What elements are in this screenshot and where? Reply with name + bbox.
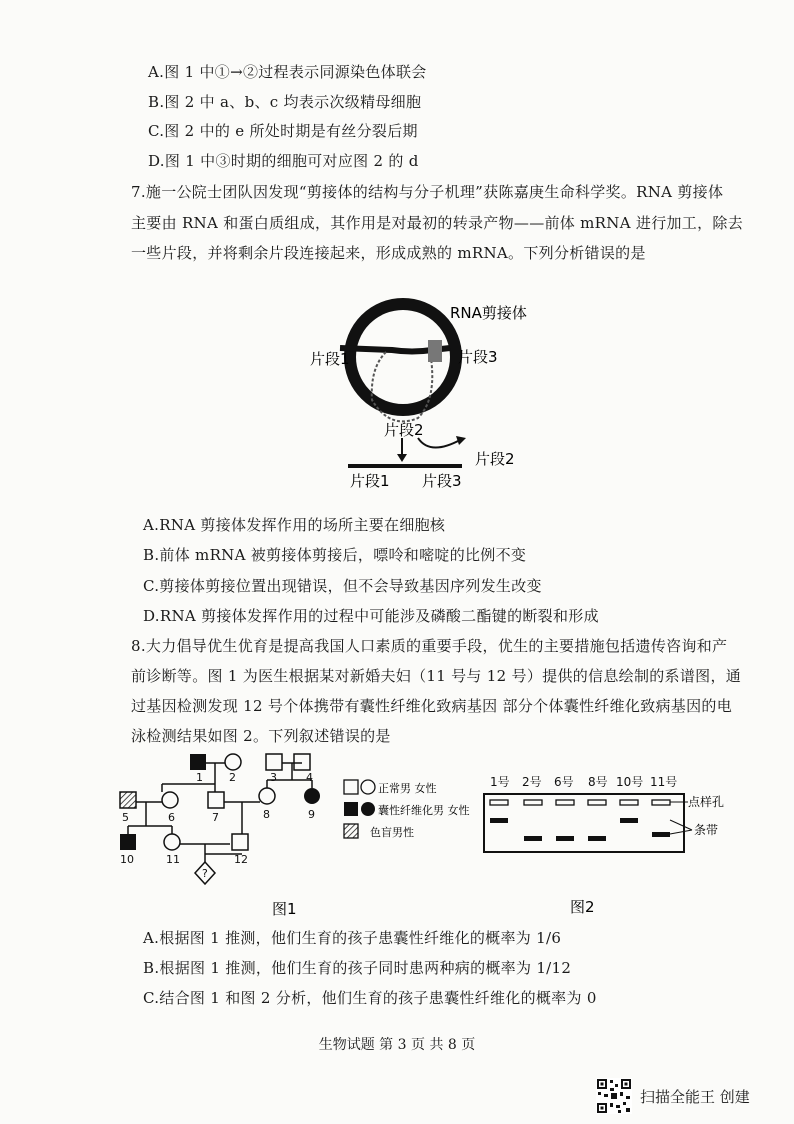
lane-label-10: 10号	[616, 775, 644, 789]
lane-label-6: 6号	[554, 775, 574, 789]
arrow-down-head	[397, 454, 407, 462]
legend-cf-female-icon	[361, 802, 375, 816]
well-lane-1	[490, 800, 508, 805]
q7-stem-line2: 主要由 RNA 和蛋白质组成，其作用是对最初的转录产物——前体 mRNA 进行加工，除去	[131, 214, 744, 232]
well-lane-10	[620, 800, 638, 805]
ind-3-male	[266, 754, 282, 770]
ind-8-female	[259, 788, 275, 804]
ind-6-female	[162, 792, 178, 808]
lane-label-2: 2号	[522, 775, 542, 789]
well-lane-8	[588, 800, 606, 805]
band-lane-6-lower	[556, 836, 574, 841]
legend-cf-label: 囊性纤维化男 女性	[378, 804, 470, 817]
ind-label-8: 8	[263, 808, 270, 821]
lane-label-1: 1号	[490, 775, 510, 789]
legend-colorblind-icon	[344, 824, 358, 838]
q8-option-a: A.根据图 1 推测，他们生育的孩子患囊性纤维化的概率为 1/6	[143, 929, 562, 947]
q7-option-b: B.前体 mRNA 被剪接体剪接后，嘌呤和嘧啶的比例不变	[143, 546, 527, 564]
ind-7-male	[208, 792, 224, 808]
curved-arrow-head	[456, 436, 466, 445]
label-band: 条带	[694, 823, 719, 837]
ind-label-4: 4	[306, 771, 313, 784]
ind-12-male	[232, 834, 248, 850]
ind-2-female	[225, 754, 241, 770]
pedigree-figure	[112, 750, 470, 920]
legend-normal-label: 正常男 女性	[378, 782, 437, 795]
figure1-caption: 图1	[272, 900, 297, 918]
gel-figure	[470, 770, 750, 920]
ind-1-affected-male	[190, 754, 206, 770]
band-lane-10-upper	[620, 818, 638, 823]
q6-option-a: A.图 1 中①→②过程表示同源染色体联会	[148, 63, 427, 81]
ind-label-2: 2	[229, 771, 236, 784]
q6-option-d: D.图 1 中③时期的细胞可对应图 2 的 d	[148, 152, 419, 170]
q8-stem-line4: 泳检测结果如图 2。下列叙述错误的是	[131, 727, 391, 745]
scanner-label: 扫描全能王 创建	[640, 1087, 750, 1106]
band-lane-2-lower	[524, 836, 542, 841]
lane-label-8: 8号	[588, 775, 608, 789]
label-seg1-bottom: 片段1	[350, 472, 390, 490]
figure2-caption: 图2	[570, 898, 595, 916]
ind-label-1: 1	[196, 771, 203, 784]
gel-frame	[484, 794, 684, 852]
q8-option-b: B.根据图 1 推测，他们生育的孩子同时患两种病的概率为 1/12	[143, 959, 572, 977]
label-spliceosome: RNA剪接体	[450, 304, 527, 322]
ind-label-11: 11	[166, 853, 180, 866]
ind-label-5: 5	[122, 811, 129, 824]
well-lane-11	[652, 800, 670, 805]
q7-option-c: C.剪接体剪接位置出现错误，但不会导致基因序列发生改变	[143, 577, 542, 595]
ind-label-6: 6	[168, 811, 175, 824]
label-seg2-right: 片段2	[475, 450, 515, 468]
q7-option-a: A.RNA 剪接体发挥作用的场所主要在细胞核	[143, 516, 446, 534]
ind-5-colorblind-male	[120, 792, 136, 808]
ind-label-unknown: ?	[202, 867, 208, 880]
q8-stem-line3: 过基因检测发现 12 号个体携带有囊性纤维化致病基因 部分个体囊性纤维化致病基因的电	[131, 697, 732, 715]
ind-label-10: 10	[120, 853, 134, 866]
label-seg3-bottom: 片段3	[422, 472, 462, 490]
ind-label-9: 9	[308, 808, 315, 821]
q7-stem-line1: 7.施一公院士团队因发现“剪接体的结构与分子机理”获陈嘉庚生命科学奖。RNA 剪接体	[131, 183, 724, 201]
qr-code-icon	[596, 1078, 632, 1114]
band-lane-8-lower	[588, 836, 606, 841]
band-pointer-lower	[670, 830, 692, 834]
legend-normal-male-icon	[344, 780, 358, 794]
label-seg1-top: 片段1	[310, 350, 350, 368]
page-footer: 生物试题 第 3 页 共 8 页	[318, 1037, 476, 1053]
band-lane-11-lower	[652, 832, 670, 837]
ind-label-7: 7	[212, 811, 219, 824]
lane-label-11: 11号	[650, 775, 678, 789]
ind-label-3: 3	[270, 771, 277, 784]
label-well: 点样孔	[688, 795, 725, 809]
q7-option-d: D.RNA 剪接体发挥作用的过程中可能涉及磷酸二酯键的断裂和形成	[143, 607, 599, 625]
q8-stem-line1: 8.大力倡导优生优育是提高我国人口素质的重要手段，优生的主要措施包括遗传咨询和产	[131, 637, 728, 655]
q6-option-c: C.图 2 中的 e 所处时期是有丝分裂后期	[148, 122, 418, 140]
legend-normal-female-icon	[361, 780, 375, 794]
q7-stem-line3: 一些片段，并将剩余片段连接起来，形成成熟的 mRNA。下列分析错误的是	[131, 244, 646, 262]
ind-10-affected-male	[120, 834, 136, 850]
curved-arrow	[418, 438, 460, 448]
label-seg3-top: 片段3	[458, 348, 498, 366]
label-seg2-mid: 片段2	[384, 421, 424, 439]
band-pointer-upper	[670, 820, 692, 830]
ind-11-female	[164, 834, 180, 850]
q8-stem-line2: 前诊断等。图 1 为医生根据某对新婚夫妇（11 号与 12 号）提供的信息绘制的系谱图，通	[131, 667, 742, 685]
well-lane-2	[524, 800, 542, 805]
scanner-watermark	[596, 1076, 750, 1116]
well-lane-6	[556, 800, 574, 805]
splice-site-marker	[428, 340, 442, 362]
q6-option-b: B.图 2 中 a、b、c 均表示次级精母细胞	[148, 93, 422, 111]
legend-colorblind-label: 色盲男性	[370, 826, 414, 839]
ind-4-male	[294, 754, 310, 770]
band-lane-1-upper	[490, 818, 508, 823]
legend-cf-male-icon	[344, 802, 358, 816]
ind-label-12: 12	[234, 853, 248, 866]
q8-option-c: C.结合图 1 和图 2 分析，他们生育的孩子患囊性纤维化的概率为 0	[143, 989, 597, 1007]
spliceosome-figure	[300, 290, 560, 500]
ind-9-affected-female	[304, 788, 320, 804]
